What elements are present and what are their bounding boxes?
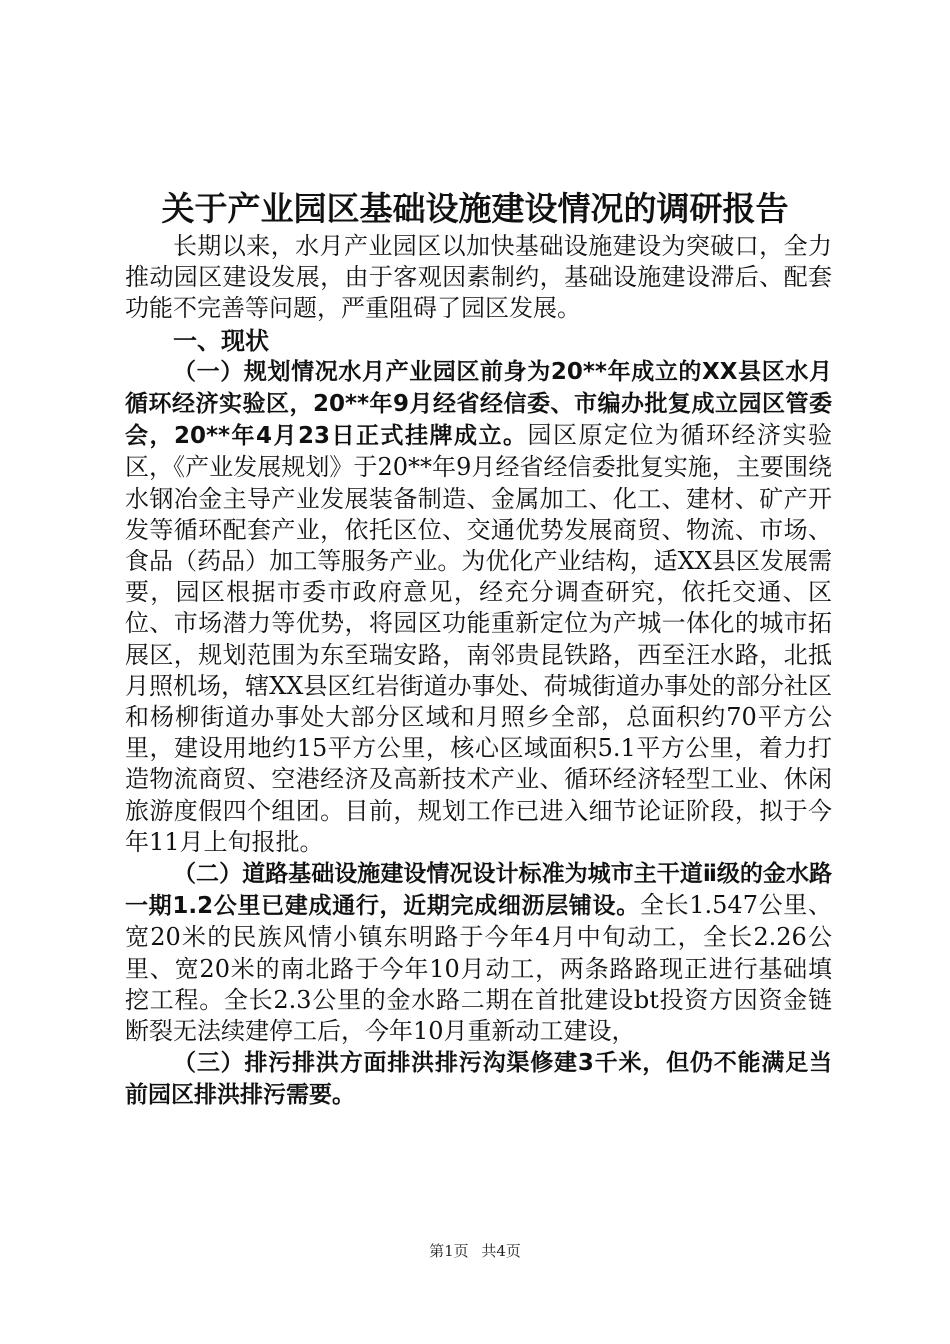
document-body xyxy=(125,231,832,1112)
paragraph-planning xyxy=(125,356,832,858)
paragraph-text: 园区原定位为循环经济实验区，《产业发展规划》于20**年9月经省经信委批复实施，主要围绕水钢冶金主导产业发展装备制造、金属加工、化工、建材、矿产开发等循环配套产业，依托区位、交通优势发展商贸、物流、市场、食品（药品）加工等服务产业。为优化产业结构，适XX县区发展需要，园区根据市委市政府意见，经充分调查研究，依托交通、区位、市场潜力等优势，将园区功能重新定位为产城一体化的城市拓展区，规划范围为东至瑞安路，南邻贵昆铁路，西至汪水路，北抵月照机场，辖XX县区红岩街道办事处、荷城街道办事处的部分社区和杨柳街道办事处大部分区域和月照乡全部，总面积约70平方公里，建设用地约15平方公里，核心区域面积5.1平方公里，着力打造物流商贸、空港经济及高新技术产业、循环经济轻型工业、休闲旅游度假四个组团。目前，规划工作已进入细节论证阶段，拟于今年11月上旬报批。 xyxy=(125,421,832,856)
page-footer xyxy=(0,1240,950,1261)
section-heading: 一、现状 xyxy=(173,325,269,355)
paragraph-drainage xyxy=(125,1047,832,1111)
paragraph-text: 全长1.547公里、宽20米的民族风情小镇东明路于今年4月中旬动工，全长2.26公里、宽20米的南北路于今年10月动工，两条路路现正进行基础填挖工程。全长2.3公里的金水路二期在首批建设bt投资方因资金链断裂无法续建停工后，今年10月重新动工建设， xyxy=(125,891,832,1046)
paragraph-lead: （二）道路基础设施建设情况设计标准为城市主干道ⅱ级的金水路一期1.2公里已建成通行，近期完成细沥层铺设。 xyxy=(125,861,832,920)
paragraph-lead: （一）规划情况水月产业园区前身为20**年成立的XX县区水月循环经济实验区，20**年9月经省经信委、市编办批复成立园区管委会，20**年4月23日正式挂牌成立。 xyxy=(125,358,832,450)
page-number: 第1页 xyxy=(429,1242,469,1260)
document-title: 关于产业园区基础设施建设情况的调研报告 xyxy=(161,189,789,228)
page-total: 共4页 xyxy=(481,1242,521,1260)
intro-paragraph: 长期以来，水月产业园区以加快基础设施建设为突破口，全力推动园区建设发展，由于客观因素制约，基础设施建设滞后、配套功能不完善等问题，严重阻碍了园区发展。 xyxy=(125,232,832,323)
paragraph-lead: （三）排污排洪方面排洪排污沟渠修建3千米，但仍不能满足当前园区排洪排污需要。 xyxy=(125,1050,832,1109)
paragraph-roads xyxy=(125,858,832,1047)
